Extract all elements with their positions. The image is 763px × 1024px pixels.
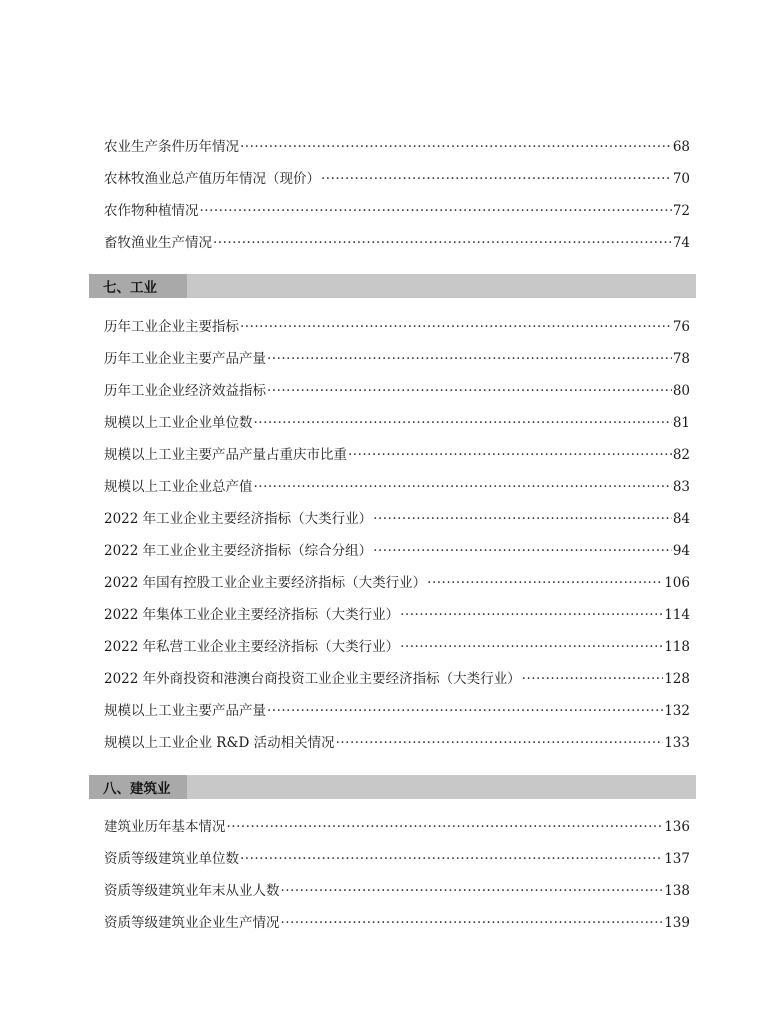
dot-leader [254,477,672,497]
dot-leader [227,817,664,837]
toc-entry[interactable] [104,233,690,253]
toc-entry-title: 资质等级建筑业年末从业人数 [104,883,280,899]
toc-entry-page: 76 [672,319,690,335]
toc-entry[interactable] [104,701,690,721]
toc-entry-title: 规模以上工业主要产品产量 [104,703,266,719]
toc-entry[interactable] [104,669,690,689]
toc-entry-title: 农作物种植情况 [104,203,199,219]
toc-entry-title: 2022 年国有控股工业企业主要经济指标（大类行业） [104,575,427,591]
toc-entry[interactable] [104,137,690,157]
dot-leader [400,637,663,657]
dot-leader [321,169,672,189]
dot-leader [254,413,672,433]
toc-entry-title: 农林牧渔业总产值历年情况（现价） [104,171,320,187]
dot-leader [400,605,663,625]
section-header-construction [89,775,696,799]
toc-entry[interactable] [104,913,690,933]
toc-entry-page: 94 [672,543,690,559]
dot-leader [267,701,663,721]
toc-entry-page: 128 [664,671,690,687]
toc-entry-page: 81 [672,415,690,431]
toc-entry-page: 83 [672,479,690,495]
toc-entry-page: 114 [664,607,690,623]
section-title: 八、建筑业 [89,775,187,799]
toc-entry-page: 136 [664,819,690,835]
toc-entry-page: 80 [672,383,690,399]
toc-entry[interactable] [104,381,690,401]
toc-entry-title: 规模以上工业企业总产值 [104,479,253,495]
toc-entry-page: 70 [672,171,690,187]
toc-entry-page: 106 [664,575,690,591]
toc-entry-title: 资质等级建筑业单位数 [104,851,239,867]
dot-leader [336,733,664,753]
toc-entry[interactable] [104,509,690,529]
toc-entry[interactable] [104,445,690,465]
toc-entry-title: 规模以上工业企业单位数 [104,415,253,431]
toc-entry-title: 2022 年工业企业主要经济指标（大类行业） [104,511,373,527]
toc-entry[interactable] [104,541,690,561]
toc-entry[interactable] [104,605,690,625]
dot-leader [267,349,672,369]
toc-entry[interactable] [104,817,690,837]
dot-leader [240,317,672,337]
toc-entry-page: 132 [664,703,690,719]
toc-entry-title: 2022 年外商投资和港澳台商投资工业企业主要经济指标（大类行业） [104,671,521,687]
toc-entry-title: 历年工业企业经济效益指标 [104,383,266,399]
dot-leader [373,541,672,561]
toc-entry[interactable] [104,317,690,337]
toc-entry-title: 规模以上工业主要产品产量占重庆市比重 [104,447,347,463]
toc-entry-page: 137 [664,851,690,867]
toc-entry-title: 2022 年工业企业主要经济指标（综合分组） [104,543,373,559]
dot-leader [427,573,663,593]
toc-entry[interactable] [104,637,690,657]
dot-leader [213,233,672,253]
toc-entry-page: 139 [664,915,690,931]
dot-leader [240,849,663,869]
toc-entry[interactable] [104,733,690,753]
toc-entry[interactable] [104,573,690,593]
toc-entry[interactable] [104,849,690,869]
toc-entry-title: 规模以上工业企业 R&D 活动相关情况 [104,735,335,751]
dot-leader [281,913,664,933]
toc-entry[interactable] [104,413,690,433]
toc-entry-page: 68 [672,139,690,155]
dot-leader [240,137,672,157]
toc-entry-page: 138 [664,883,690,899]
toc-entry-title: 畜牧渔业生产情况 [104,235,212,251]
toc-entry-title: 建筑业历年基本情况 [104,819,226,835]
toc-entry-page: 74 [672,235,690,251]
toc-entry-title: 历年工业企业主要产品产量 [104,351,266,367]
dot-leader [348,445,672,465]
toc-entry-page: 82 [672,447,690,463]
dot-leader [200,201,672,221]
dot-leader [522,669,664,689]
dot-leader [281,881,664,901]
toc-entry-page: 84 [672,511,690,527]
toc-entry-title: 资质等级建筑业企业生产情况 [104,915,280,931]
toc-entry[interactable] [104,349,690,369]
toc-entry[interactable] [104,477,690,497]
toc-entry-page: 133 [664,735,690,751]
section-header-industry [89,274,696,298]
toc-entry-page: 118 [664,639,690,655]
toc-entry-page: 72 [672,203,690,219]
dot-leader [267,381,672,401]
toc-entry[interactable] [104,881,690,901]
toc-entry-title: 2022 年私营工业企业主要经济指标（大类行业） [104,639,400,655]
toc-entry-title: 历年工业企业主要指标 [104,319,239,335]
toc-entry[interactable] [104,201,690,221]
toc-entry-page: 78 [672,351,690,367]
toc-entry-title: 农业生产条件历年情况 [104,139,239,155]
toc-entry-title: 2022 年集体工业企业主要经济指标（大类行业） [104,607,400,623]
dot-leader [373,509,672,529]
toc-entry[interactable] [104,169,690,189]
section-title: 七、工业 [89,274,187,298]
